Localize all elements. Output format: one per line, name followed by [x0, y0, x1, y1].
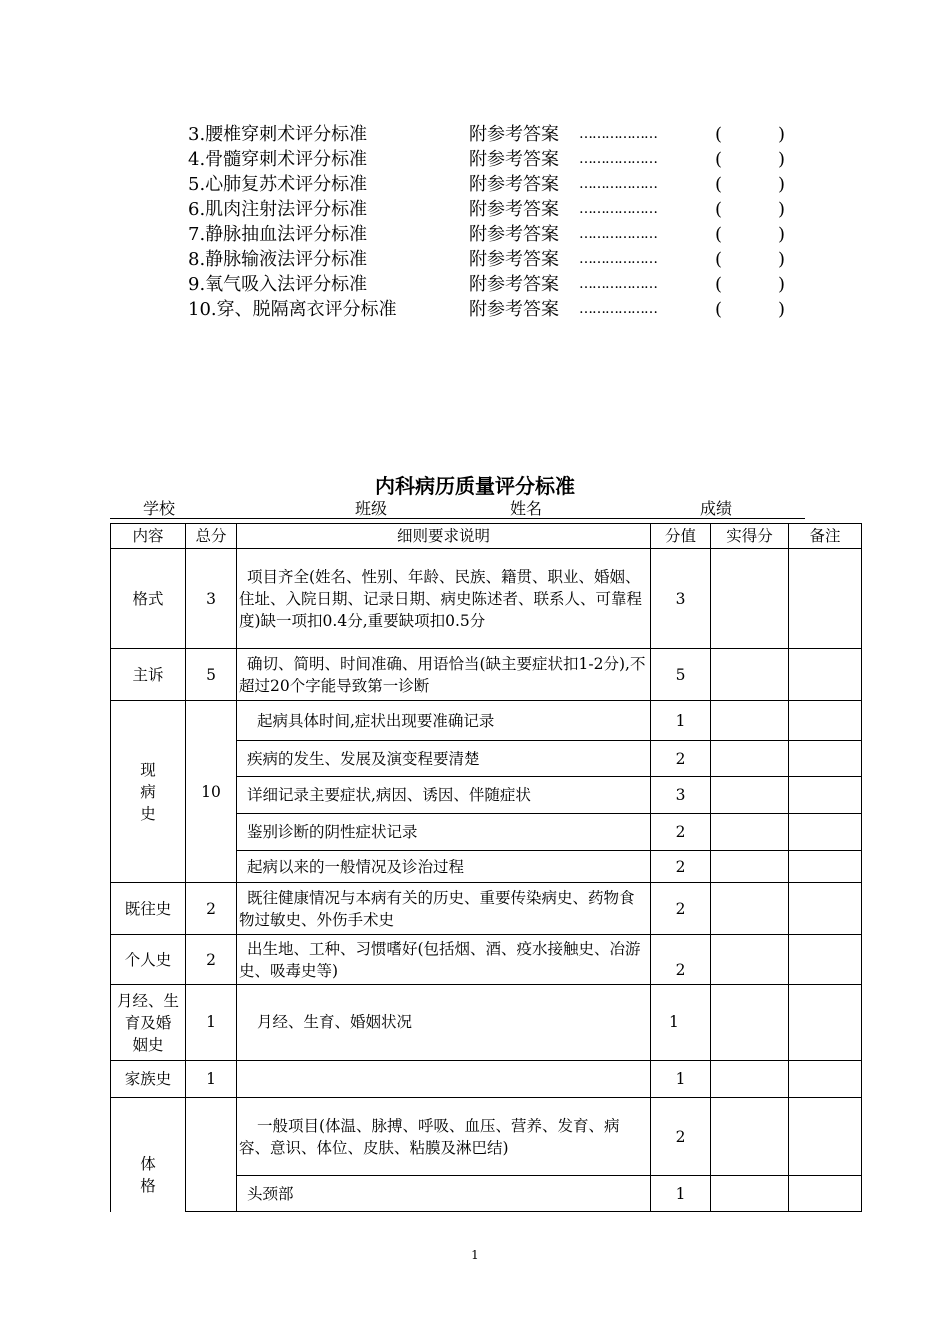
row-remark-cell[interactable] [789, 741, 862, 777]
row-detail: 疾病的发生、发展及演变程要清楚 [237, 741, 651, 777]
toc-item-title: 10.穿、脱隔离衣评分标准 [188, 299, 397, 320]
row-detail: 鉴别诊断的阴性症状记录 [237, 814, 651, 851]
row-label: 个人史 [111, 935, 186, 985]
row-total: 1 [186, 985, 237, 1061]
header-actual: 实得分 [711, 524, 789, 549]
table-row [111, 985, 862, 1061]
row-actual-score-cell[interactable] [711, 1176, 789, 1212]
row-points: 1 [651, 985, 711, 1061]
header-points: 分值 [651, 524, 711, 549]
table-row [111, 649, 862, 701]
row-actual-score-cell[interactable] [711, 741, 789, 777]
row-remark-cell[interactable] [789, 549, 862, 649]
toc-item-title: 6.肌肉注射法评分标准 [188, 199, 368, 220]
row-label: 格式 [111, 549, 186, 649]
row-actual-score-cell[interactable] [711, 649, 789, 701]
row-detail [237, 1061, 651, 1098]
row-remark-cell[interactable] [789, 777, 862, 814]
row-actual-score-cell[interactable] [711, 985, 789, 1061]
row-remark-cell[interactable] [789, 1061, 862, 1098]
toc-item-lparen: ( [715, 199, 723, 220]
toc-item-ref: 附参考答案 [469, 274, 559, 295]
row-label [111, 985, 186, 1061]
toc-item [188, 247, 798, 272]
row-label-line: 病 [140, 782, 156, 801]
row-detail: 出生地、工种、习惯嗜好(包括烟、酒、疫水接触史、冶游史、吸毒史等) [237, 935, 651, 985]
toc-item-ref: 附参考答案 [469, 174, 559, 195]
score-table [110, 523, 862, 1212]
row-points: 5 [651, 649, 711, 701]
toc-item-rparen: ) [778, 224, 786, 245]
toc-item-leader: ……………… [579, 226, 657, 242]
toc-item-lparen: ( [715, 174, 723, 195]
row-actual-score-cell[interactable] [711, 883, 789, 935]
toc-list [188, 122, 798, 322]
header-content: 内容 [111, 524, 186, 549]
table-row [111, 701, 862, 741]
toc-item-rparen: ) [778, 124, 786, 145]
row-total: 5 [186, 649, 237, 701]
toc-item-lparen: ( [715, 249, 723, 270]
row-points: 3 [651, 777, 711, 814]
toc-item-leader: ……………… [579, 151, 657, 167]
row-remark-cell[interactable] [789, 883, 862, 935]
toc-item [188, 197, 798, 222]
row-label: 既往史 [111, 883, 186, 935]
row-detail: 详细记录主要症状,病因、诱因、伴随症状 [237, 777, 651, 814]
row-total [186, 1098, 237, 1212]
row-detail: 既往健康情况与本病有关的历史、重要传染病史、药物食物过敏史、外伤手术史 [237, 883, 651, 935]
row-points: 2 [651, 883, 711, 935]
info-school-label: 学校 [143, 499, 176, 518]
row-total: 2 [186, 883, 237, 935]
row-total: 1 [186, 1061, 237, 1098]
toc-item [188, 147, 798, 172]
toc-item-ref: 附参考答案 [469, 249, 559, 270]
toc-item-title: 5.心肺复苏术评分标准 [188, 174, 368, 195]
row-total: 2 [186, 935, 237, 985]
row-label-line: 格 [140, 1176, 156, 1195]
row-label-line: 姻史 [132, 1035, 164, 1054]
row-detail: 头颈部 [237, 1176, 651, 1212]
toc-item-ref: 附参考答案 [469, 149, 559, 170]
row-remark-cell[interactable] [789, 701, 862, 741]
row-detail: 确切、简明、时间准确、用语恰当(缺主要症状扣1-2分),不超过20个字能导致第一诊断 [237, 649, 651, 701]
table-row [111, 1061, 862, 1098]
row-remark-cell[interactable] [789, 814, 862, 851]
toc-item-rparen: ) [778, 274, 786, 295]
table-header-row [111, 524, 862, 549]
row-detail: 起病以来的一般情况及诊治过程 [237, 851, 651, 883]
row-label: 主诉 [111, 649, 186, 701]
toc-item-rparen: ) [778, 149, 786, 170]
row-label-line: 育及婚 [124, 1013, 172, 1032]
toc-item-rparen: ) [778, 249, 786, 270]
row-actual-score-cell[interactable] [711, 851, 789, 883]
info-class-label: 班级 [355, 499, 388, 518]
toc-item-title: 9.氧气吸入法评分标准 [188, 274, 368, 295]
row-points: 1 [651, 701, 711, 741]
info-underline [110, 518, 805, 519]
row-points: 1 [651, 1061, 711, 1098]
toc-item [188, 297, 798, 322]
toc-item-ref: 附参考答案 [469, 224, 559, 245]
toc-item-title: 7.静脉抽血法评分标准 [188, 224, 368, 245]
toc-item-ref: 附参考答案 [469, 199, 559, 220]
row-label-line: 体 [140, 1154, 156, 1173]
toc-item-rparen: ) [778, 299, 786, 320]
row-points: 2 [651, 814, 711, 851]
row-remark-cell[interactable] [789, 1176, 862, 1212]
toc-item [188, 172, 798, 197]
table-row [111, 549, 862, 649]
row-label-line: 现 [140, 760, 156, 779]
row-label: 家族史 [111, 1061, 186, 1098]
toc-item-title: 3.腰椎穿刺术评分标准 [188, 124, 368, 145]
row-detail: 一般项目(体温、脉搏、呼吸、血压、营养、发育、病容、意识、体位、皮肤、粘膜及淋巴结) [237, 1098, 651, 1176]
row-actual-score-cell[interactable] [711, 549, 789, 649]
row-actual-score-cell[interactable] [711, 814, 789, 851]
row-label-line: 月经、生 [116, 991, 179, 1010]
row-total: 10 [186, 701, 237, 883]
row-label [111, 701, 186, 883]
toc-item-title: 8.静脉输液法评分标准 [188, 249, 368, 270]
toc-item-rparen: ) [778, 199, 786, 220]
row-points: 3 [651, 549, 711, 649]
row-remark-cell[interactable] [789, 935, 862, 985]
toc-item [188, 272, 798, 297]
page-number: 1 [471, 1248, 479, 1262]
row-detail: 起病具体时间,症状出现要准确记录 [237, 701, 651, 741]
toc-item-rparen: ) [778, 174, 786, 195]
table-row [111, 935, 862, 985]
row-detail: 项目齐全(姓名、性别、年龄、民族、籍贯、职业、婚姻、住址、入院日期、记录日期、病史陈述者、联系人、可靠程度)缺一项扣0.4分,重要缺项扣0.5分 [237, 549, 651, 649]
row-remark-cell[interactable] [789, 851, 862, 883]
row-points: 2 [651, 851, 711, 883]
toc-item-lparen: ( [715, 149, 723, 170]
toc-item [188, 222, 798, 247]
row-points: 1 [651, 1176, 711, 1212]
row-remark-cell[interactable] [789, 649, 862, 701]
row-label [111, 1098, 186, 1212]
info-name-label: 姓名 [510, 499, 543, 518]
header-detail: 细则要求说明 [237, 524, 651, 549]
row-remark-cell[interactable] [789, 1098, 862, 1176]
row-actual-score-cell[interactable] [711, 1098, 789, 1176]
document-title: 内科病历质量评分标准 [375, 474, 575, 498]
row-label-line: 史 [140, 804, 156, 823]
row-points: 2 [651, 935, 711, 985]
toc-item-leader: ……………… [579, 176, 657, 192]
toc-item-lparen: ( [715, 124, 723, 145]
row-actual-score-cell[interactable] [711, 1061, 789, 1098]
row-actual-score-cell[interactable] [711, 701, 789, 741]
row-remark-cell[interactable] [789, 985, 862, 1061]
toc-item-ref: 附参考答案 [469, 124, 559, 145]
header-remark: 备注 [789, 524, 862, 549]
toc-item [188, 122, 798, 147]
header-total: 总分 [186, 524, 237, 549]
toc-item-lparen: ( [715, 224, 723, 245]
toc-item-lparen: ( [715, 299, 723, 320]
toc-item-leader: ……………… [579, 276, 657, 292]
row-points: 2 [651, 741, 711, 777]
row-actual-score-cell[interactable] [711, 777, 789, 814]
row-points: 2 [651, 1098, 711, 1176]
toc-item-ref: 附参考答案 [469, 299, 559, 320]
toc-item-leader: ……………… [579, 301, 657, 317]
row-total: 3 [186, 549, 237, 649]
toc-item-leader: ……………… [579, 201, 657, 217]
toc-item-title: 4.骨髓穿刺术评分标准 [188, 149, 368, 170]
row-detail: 月经、生育、婚姻状况 [237, 985, 651, 1061]
toc-item-leader: ……………… [579, 126, 657, 142]
table-row [111, 1098, 862, 1176]
info-score-label: 成绩 [700, 499, 733, 518]
toc-item-leader: ……………… [579, 251, 657, 267]
row-actual-score-cell[interactable] [711, 935, 789, 985]
toc-item-lparen: ( [715, 274, 723, 295]
table-row [111, 883, 862, 935]
